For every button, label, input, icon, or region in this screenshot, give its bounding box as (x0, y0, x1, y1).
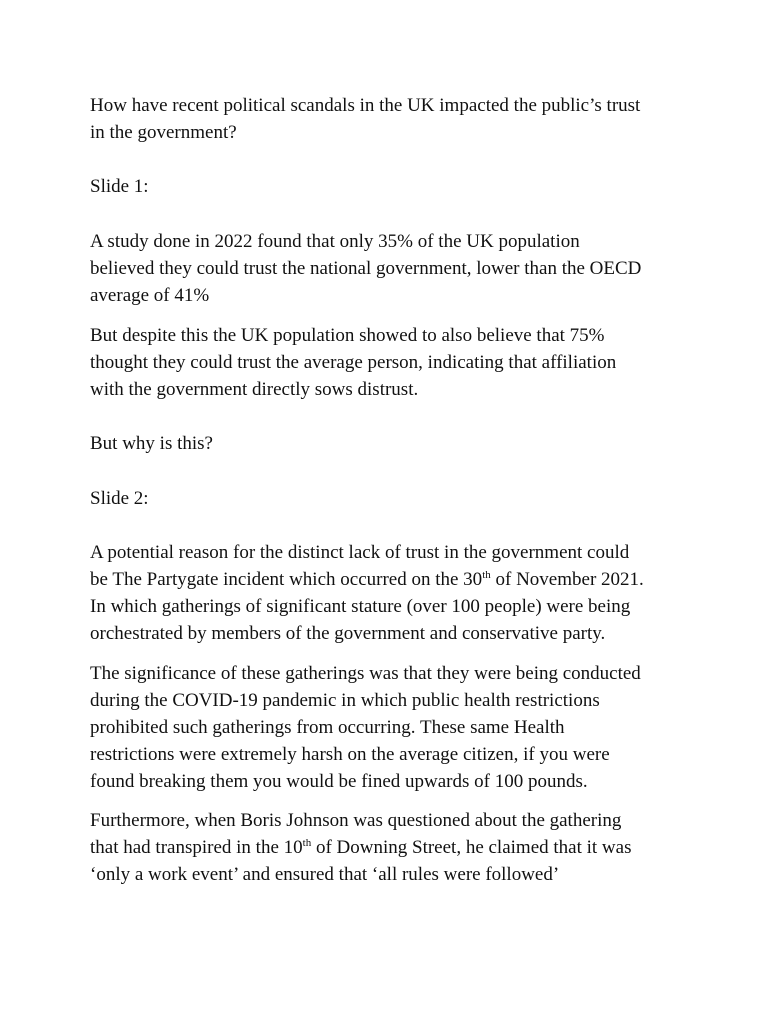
text-line: ‘only a work event’ and ensured that ‘all rules were followed’ (90, 864, 560, 885)
text-line: Furthermore, when Boris Johnson was questioned about the gathering (90, 810, 622, 831)
text-fragment: that had transpired in the 10 (90, 837, 303, 858)
text-line (90, 566, 690, 593)
text-line: orchestrated by members of the government and conservative party. (90, 623, 606, 644)
slide-1-heading (90, 173, 690, 200)
text-line: thought they could trust the average person, indicating that affiliation (90, 352, 617, 373)
text-line: But despite this the UK population showed to also believe that 75% (90, 325, 605, 346)
text-line: A potential reason for the distinct lack of trust in the government could (90, 542, 630, 563)
text-line (90, 834, 690, 861)
text-line: In which gatherings of significant stature (over 100 people) were being (90, 596, 631, 617)
text-line: A study done in 2022 found that only 35% of the UK population (90, 231, 580, 252)
slide-1-paragraph-3 (90, 430, 690, 457)
slide-2-heading (90, 485, 690, 512)
text-line: average of 41% (90, 285, 210, 306)
text-fragment: of November 2021. (490, 569, 644, 590)
text-fragment: be The Partygate incident which occurred on the 30 (90, 569, 483, 590)
ordinal-superscript: th (302, 837, 312, 849)
text-line: with the government directly sows distrust. (90, 379, 419, 400)
text-line: But why is this? (90, 433, 213, 454)
text-line: in the government? (90, 122, 237, 143)
heading-text: Slide 1: (90, 176, 149, 197)
slide-1-paragraph-2 (90, 322, 690, 403)
text-line: How have recent political scandals in the UK impacted the public’s trust (90, 95, 641, 116)
text-line: during the COVID-19 pandemic in which public health restrictions (90, 690, 600, 711)
ordinal-superscript: th (482, 569, 491, 581)
slide-2-paragraph-3 (90, 807, 690, 888)
text-fragment: of Downing Street, he claimed that it was (311, 837, 632, 858)
slide-2-paragraph-2 (90, 660, 690, 795)
heading-text: Slide 2: (90, 488, 149, 509)
text-line: prohibited such gatherings from occurring. These same Health (90, 717, 565, 738)
slide-1-paragraph-1 (90, 228, 690, 309)
text-line: found breaking them you would be fined upwards of 100 pounds. (90, 771, 588, 792)
text-line: restrictions were extremely harsh on the average citizen, if you were (90, 744, 610, 765)
slide-2-paragraph-1 (90, 539, 690, 647)
text-line: The significance of these gatherings was that they were being conducted (90, 663, 641, 684)
research-question (90, 92, 690, 146)
text-line: believed they could trust the national government, lower than the OECD (90, 258, 642, 279)
